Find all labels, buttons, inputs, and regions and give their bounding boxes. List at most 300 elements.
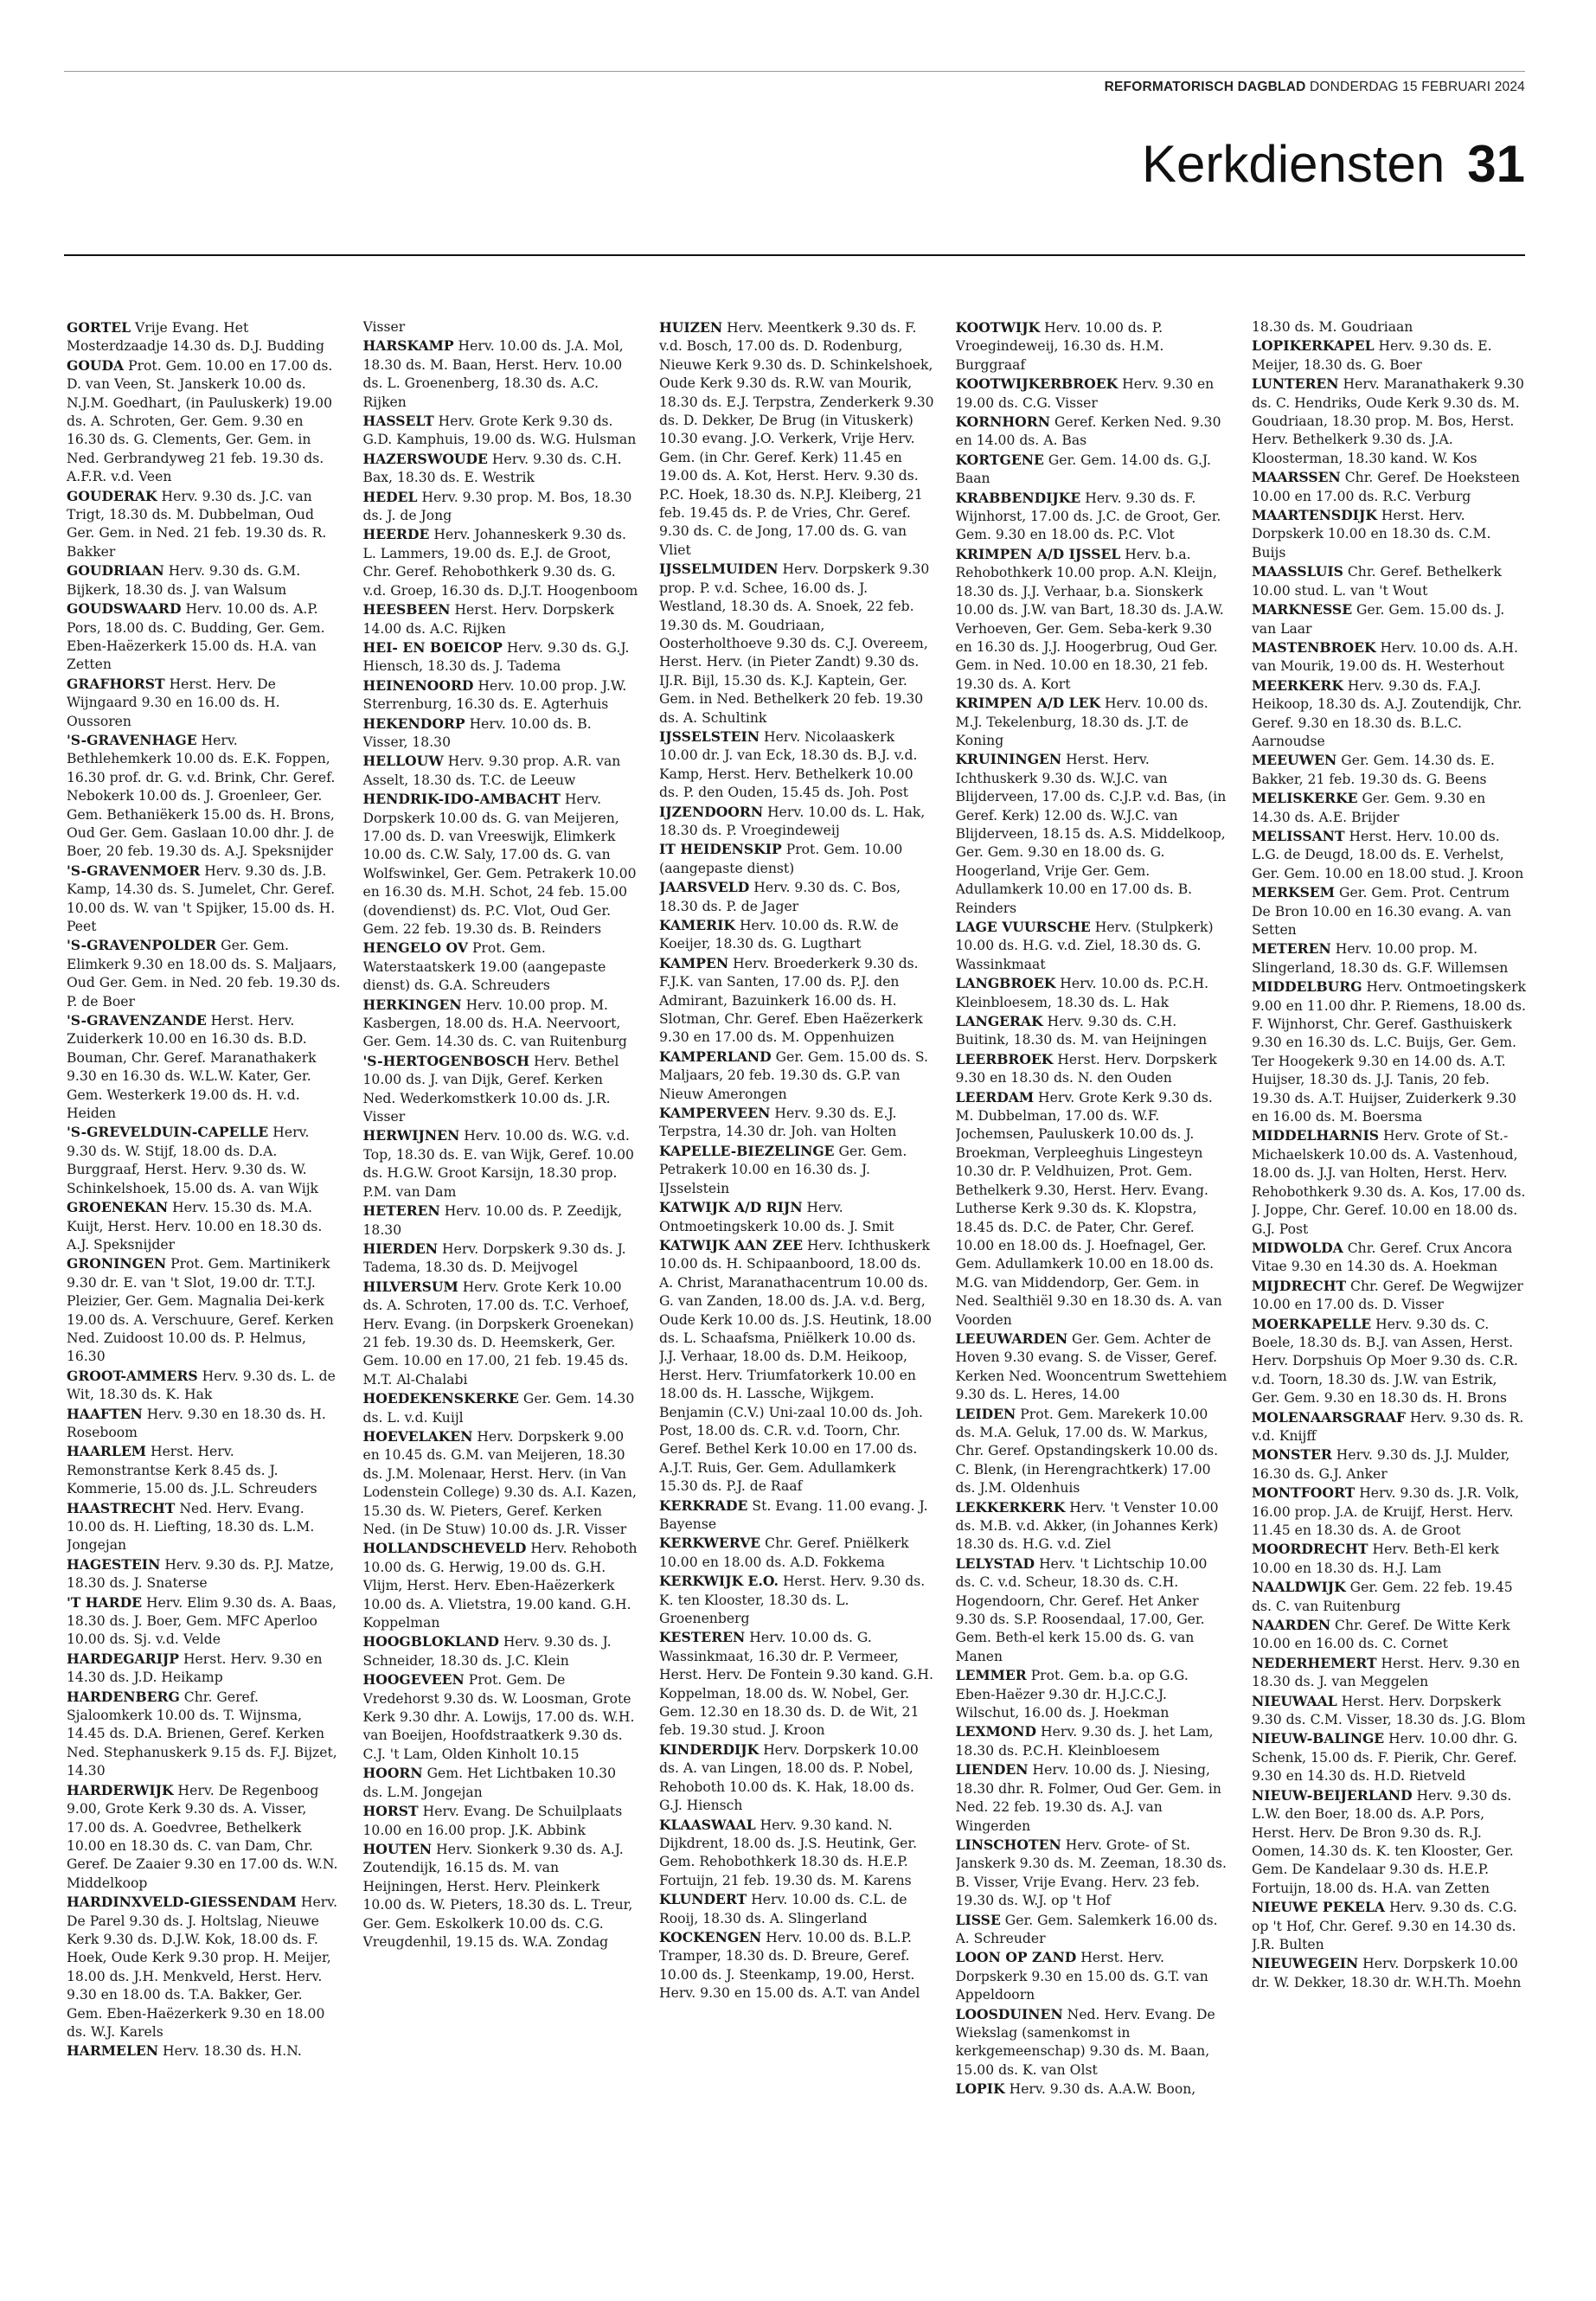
- listing-entry: [659, 1198, 934, 1236]
- listing-entry: [363, 336, 638, 412]
- listing-entry: [363, 1670, 638, 1764]
- service-details: Prot. Gem. De Vredehorst 9.30 ds. W. Loosman, Grote Kerk 9.30 dhr. A. Lowijs, 17.00 ds. W.H. van Boeijen, Hoofdstraatkerk 9.30 ds. C.J. 't Lam, Olden Kinholt 10.15: [362, 1672, 635, 1762]
- service-details: Herv. 9.30 ds. A.A.W. Boon,: [1009, 2081, 1196, 2098]
- place-name: MARKNESSE: [1252, 601, 1353, 619]
- listing-entry: [956, 489, 1231, 545]
- listing-entry: [1252, 1578, 1527, 1616]
- listing-entry: [363, 1278, 638, 1389]
- header-divider: [64, 254, 1525, 256]
- place-name: 'S-HERTOGENBOSCH: [362, 1052, 529, 1069]
- service-details: Ger. Gem. 14.00 ds. G.J. Baan: [955, 452, 1211, 487]
- service-details: Herv. 9.30 ds. E.J. Terpstra, 14.30 dr. Joh. van Holten: [659, 1106, 897, 1140]
- service-details: Herv. 9.30 ds. J.B. Kamp, 14.30 ds. S. Jumelet, Chr. Geref. 10.00 ds. W. van 't Spijker, 15.00 ds. H. Peet: [67, 862, 336, 934]
- listing-entry: [1252, 751, 1527, 789]
- service-details: Chr. Geref. De Wegwijzer 10.00 en 17.00 ds. D. Visser: [1252, 1278, 1523, 1313]
- place-name: HARSKAMP: [362, 337, 454, 355]
- place-name: HARDINXVELD-GIESSENDAM: [67, 1894, 297, 1911]
- place-name: GRAFHORST: [67, 675, 165, 692]
- place-name: HAZERSWOUDE: [362, 450, 488, 467]
- listing-entry: [67, 561, 342, 599]
- service-details: Herst. Herv. Dorpskerk 9.30 en 15.00 ds. G.T. van Appeldoorn: [955, 1950, 1208, 2003]
- place-name: 'T HARDE: [67, 1593, 143, 1611]
- place-name: NEDERHEMERT: [1252, 1654, 1377, 1671]
- listing-entry: [659, 1104, 934, 1142]
- service-details: Herv. 10.00 ds. C.L. de Rooij, 18.30 ds. A. Slingerland: [659, 1892, 907, 1926]
- service-details: Prot. Gem. Waterstaatskerk 19.00 (aangepaste dienst) ds. G.A. Schreuders: [362, 940, 606, 994]
- service-details: Herv. 10.00 ds. P. Vroegindeweij, 16.30 ds. H.M. Burggraaf: [955, 320, 1164, 373]
- place-name: KERKWIJK E.O.: [659, 1573, 779, 1590]
- place-name: HENDRIK-IDO-AMBACHT: [362, 791, 561, 808]
- listing-entry: [956, 1012, 1231, 1050]
- service-details: Herv. 9.30 ds. C. Boele, 18.30 ds. B.J. van Assen, Herst. Herv. Dorpshuis Op Moer 9.30 ds. C.R. v.d. Toorn, 18.30 ds. J.W. van Estrik, Ger. Gem. 9.30 en 18.30 ds. H. Brons: [1252, 1316, 1518, 1407]
- service-details: Herv. Grote of St.-Michaelskerk 10.00 ds. A. Vastenhoud, 18.00 ds. J.J. van Holten, Herst. Herv. Rehobothkerk 9.30 ds. A. Kos, 17.00 ds. J. Joppe, Chr. Geref. 10.00 en 18.00 ds. G.J. Post: [1252, 1128, 1526, 1237]
- service-details: Ger. Gem. 15.00 ds. S. Maljaars, 20 feb. 19.30 ds. G.P. van Nieuw Amerongen: [659, 1048, 928, 1102]
- service-details: Herv. Ontmoetingskerk 9.00 en 11.00 dhr. P. Riemens, 18.00 ds. F. Wijnhorst, Chr. Geref. Gasthuiskerk 9.30 en 16.30 ds. L.C. Buijs, Ger. Gem. Ter Hoogekerk 9.30 en 14.00 ds. A.T. Huijser, 18.30 ds. J.J. Tanis, 20 feb. 19.30 ds. A.T. Huijser, Zuiderkerk 9.30 en 16.00 ds. M. Boersma: [1252, 979, 1526, 1125]
- place-name: LEKKERKERK: [955, 1498, 1066, 1516]
- listing-entry: [659, 1928, 934, 2003]
- service-details: Herv. Dorpskerk 9.30 ds. J. Tadema, 18.30 ds. D. Meijvogel: [362, 1240, 626, 1276]
- service-details: Herv. Dorpskerk 10.00 ds. G. van Meijeren, 17.00 ds. D. van Vreeswijk, Elimkerk 10.00 ds. C.W. Saly, 17.00 ds. G. van Wolfswinkel, Ger. Gem. Petrakerk 10.00 en 16.30 ds. M.H. Schot, 24 feb. 15.00 (dovendienst) ds. P.C. Vlot, Oud Ger. Gem. 22 feb. 19.30 ds. B. Reinders: [362, 792, 637, 937]
- service-details: Herv. Nicolaaskerk 10.00 dr. J. van Eck, 18.30 ds. B.J. v.d. Kamp, Herst. Herv. Bethelkerk 10.00 ds. P. den Ouden, 15.45 ds. Joh. Post: [659, 728, 918, 801]
- service-details: Ger. Gem. Salemkerk 16.00 ds. A. Schreuder: [955, 1912, 1218, 1946]
- listing-entry: [1252, 1277, 1527, 1315]
- listing-entry: [363, 1802, 638, 1840]
- service-details: Herv. 9.30 ds. P.J. Matze, 18.30 ds. J. Snaterse: [67, 1556, 335, 1592]
- place-name: KLUNDERT: [659, 1891, 747, 1908]
- service-details: Herst. Herv. 10.00 ds. L.G. de Deugd, 18.00 ds. E. Verhelst, Ger. Gem. 10.00 en 18.00 stud. J. Kroon: [1252, 828, 1524, 881]
- listing-entry: [67, 1254, 342, 1366]
- service-details: Herst. Herv. Dorpskerk 14.00 ds. A.C. Rijken: [362, 602, 614, 637]
- place-name: HARDENBERG: [67, 1688, 180, 1705]
- place-name: MONTFOORT: [1252, 1484, 1356, 1502]
- place-name: 'S-GRAVENHAGE: [67, 731, 197, 748]
- place-name: HARDERWIJK: [67, 1781, 174, 1798]
- listing-entry: [363, 752, 638, 790]
- listing-entry: [659, 727, 934, 803]
- service-details: Herv. 9.30 ds. F.A.J. Heikoop, 18.30 ds. A.J. Zoutendijk, Chr. Geref. 9.30 en 18.30 ds. B.L.C. Aarnoudse: [1252, 677, 1522, 749]
- service-details: Herv. 15.30 ds. M.A. Kuijt, Herst. Herv. 10.00 en 18.30 ds. A.J. Speksnijder: [67, 1200, 323, 1253]
- place-name: 'S-GRAVENPOLDER: [67, 937, 217, 954]
- listing-entry: [1252, 883, 1527, 939]
- service-details: Herv. 10.00 prop. J.W. Sterrenburg, 16.30 ds. E. Agterhuis: [362, 677, 627, 713]
- service-details: Herv. 10.00 ds. A.H. van Mourik, 19.00 ds. H. Westerhout: [1252, 639, 1518, 675]
- place-name: KOOTWIJKERBROEK: [955, 375, 1118, 393]
- place-name: LELYSTAD: [955, 1554, 1035, 1572]
- place-name: 'S-GRAVENZANDE: [67, 1012, 207, 1029]
- listing-entry: [363, 715, 638, 753]
- listing-entry: [1252, 318, 1527, 336]
- place-name: MIJDRECHT: [1252, 1277, 1347, 1294]
- listing-entry: [67, 1555, 342, 1593]
- listing-entry: [1252, 827, 1527, 883]
- service-details: Chr. Geref. Crux Ancora Vitae 9.30 en 14.30 ds. A. Hoekman: [1252, 1240, 1513, 1275]
- listing-entry: [956, 451, 1231, 489]
- place-name: HORST: [362, 1803, 419, 1820]
- place-name: LUNTEREN: [1252, 375, 1339, 393]
- place-name: KERKWERVE: [659, 1535, 761, 1552]
- listing-entry: [363, 1764, 638, 1802]
- place-name: KAMPERLAND: [659, 1048, 772, 1065]
- service-details: Herv. 't Lichtschip 10.00 ds. C. v.d. Scheur, 18.30 ds. C.H. Hogendoorn, Chr. Geref. Het Anker 9.30 ds. S.P. Roosendaal, 17.00, Ger. Gem. Beth-el kerk 15.00 ds. G. van Manen: [955, 1555, 1208, 1664]
- place-name: GOUDRIAAN: [67, 562, 164, 580]
- place-name: HILVERSUM: [362, 1278, 458, 1295]
- service-details: Herst. Herv. De Wijngaard 9.30 en 16.00 ds. H. Oussoren: [67, 676, 280, 729]
- place-name: LEXMOND: [955, 1723, 1037, 1740]
- service-details: Herv. 9.30 ds. J. Schneider, 18.30 ds. J.C. Klein: [362, 1634, 612, 1669]
- service-details: Herv. 9.30 ds. J.J. Mulder, 16.30 ds. G.J. Anker: [1252, 1447, 1510, 1482]
- service-details: Herv. 10.00 ds. P.C.H. Kleinbloesem, 18.30 ds. L. Hak: [955, 976, 1209, 1010]
- service-details: Herv. Bethel 10.00 ds. J. van Dijk, Geref. Kerken Ned. Wederkomstkerk 10.00 ds. J.R. Visser: [362, 1053, 619, 1125]
- service-details: Herv. Beth-El kerk 10.00 en 18.30 ds. H.J. Lam: [1252, 1541, 1499, 1576]
- place-name: KAMPEN: [659, 954, 729, 971]
- service-details: Herst. Herv. 9.30 en 14.30 ds. J.D. Heikamp: [67, 1650, 323, 1686]
- service-details: Herv. 10.00 ds. M.J. Tekelenburg, 18.30 ds. J.T. de Koning: [955, 695, 1208, 748]
- place-name: LEIDEN: [955, 1405, 1016, 1422]
- service-details: Herv. 10.00 ds. B. Visser, 18.30: [362, 715, 592, 750]
- publication-name: REFORMATORISCH DAGBLAD: [1104, 80, 1306, 94]
- place-name: KLAASWAAL: [659, 1816, 756, 1833]
- service-details: Herv. Dorpskerk 10.00 dr. W. Dekker, 18.30 dr. W.H.Th. Moehn: [1252, 1956, 1522, 1990]
- masthead: [1105, 80, 1525, 95]
- service-details: Herv. 10.00 ds. J.A. Mol, 18.30 ds. M. Baan, Herst. Herv. 10.00 ds. L. Groenenberg, 18.30 ds. A.C. Rijken: [362, 338, 624, 410]
- service-details: Herv. 9.30 ds. J.R. Volk, 16.00 prop. J.A. de Kruijf, Herst. Herv. 11.45 en 18.30 ds. A. de Groot: [1252, 1485, 1520, 1538]
- listing-entry: [659, 916, 934, 954]
- listing-entry: [1252, 336, 1527, 375]
- place-name: HOEDEKENSKERKE: [362, 1390, 519, 1407]
- listing-entry: [956, 1498, 1231, 1554]
- place-name: GOUDERAK: [67, 487, 157, 504]
- place-name: HOUTEN: [362, 1840, 433, 1857]
- place-name: LISSE: [955, 1911, 1001, 1928]
- service-details: Herv. 9.30 ds. W. Stijf, 18.00 ds. D.A. Burggraaf, Herst. Herv. 9.30 ds. W. Schinkelshoek, 15.00 ds. A. van Wijk: [67, 1125, 318, 1196]
- listing-entry: [659, 1572, 934, 1628]
- service-details: Gem. Het Lichtbaken 10.30 ds. L.M. Jongejan: [362, 1766, 617, 1800]
- listing-entry: [363, 1202, 638, 1240]
- listing-entry: [1252, 1786, 1527, 1898]
- listing-entry: [67, 675, 342, 731]
- top-rule: [64, 71, 1525, 72]
- service-details: Ger. Gem. 14.30 ds. E. Bakker, 21 feb. 19.30 ds. G. Beens: [1252, 753, 1495, 787]
- service-details: Herv. 10.00 ds. A.P. Pors, 18.00 ds. C. Budding, Ger. Gem. Eben-Haëzerkerk 15.00 ds. H.A. van Zetten: [67, 601, 325, 673]
- service-details: Visser: [362, 319, 406, 335]
- listing-entry: [67, 356, 342, 487]
- place-name: GRONINGEN: [67, 1255, 167, 1272]
- place-name: HOOGEVEEN: [362, 1671, 465, 1689]
- place-name: KOCKENGEN: [659, 1928, 762, 1945]
- service-details: Herst. Herv. Dorpskerk 9.30 en 18.30 ds. N. den Ouden: [955, 1051, 1217, 1086]
- listing-entry: [956, 1948, 1231, 2004]
- listing-entry: [956, 1760, 1231, 1836]
- place-name: HAGESTEIN: [67, 1555, 161, 1573]
- listing-entry: [956, 1722, 1231, 1760]
- listing-entry: [956, 750, 1231, 918]
- service-details: Herv. Dorpskerk 9.00 en 10.45 ds. G.M. van Meijeren, 18.30 ds. J.M. Molenaar, Herst. Herv. (in Van Lodenstein College) 9.30 ds. A.I. Kazen, 15.30 ds. W. Pieters, Geref. Kerken Ned. (in De Stuw) 10.00 ds. J.R. Visser: [362, 1428, 638, 1537]
- listing-entry: [956, 413, 1231, 451]
- place-name: KAMERIK: [659, 917, 735, 933]
- place-name: MEEUWEN: [1252, 752, 1337, 769]
- listing-entry: [1252, 789, 1527, 827]
- place-name: GORTEL: [67, 319, 131, 336]
- place-name: NIEUWEGEIN: [1252, 1955, 1359, 1972]
- place-name: HEKENDORP: [362, 715, 465, 732]
- listing-entry: [67, 1198, 342, 1254]
- place-name: MEERKERK: [1252, 676, 1343, 694]
- page-number: 31: [1467, 135, 1525, 193]
- service-details: Herv. Dorpskerk 10.00 ds. A. van Lingen, 18.00 ds. P. Nobel, Rehoboth 10.00 ds. K. Hak, 18.00 ds. G.J. Hiensch: [659, 1741, 919, 1814]
- column-2: [363, 318, 638, 2291]
- place-name: MIDWOLDA: [1252, 1239, 1343, 1256]
- service-details: Herv. Grote Kerk 9.30 ds. M. Dubbelman, 17.00 ds. W.F. Jochemsen, Pauluskerk 10.00 ds. J. Broekman, Verpleeghuis Lingesteyn 10.30 dr. P. Veldhuizen, Prot. Gem. Bethelkerk 9.30, Herst. Herv. Evang. Lutherse Kerk 9.30 ds. K. Klopstra, 18.45 ds. D.C. de Pater, Chr. Geref. 10.00 en 18.00 ds. J. Hoefnagel, Ger. Gem. Adullamkerk 10.00 en 18.00 ds. M.G. van Middendorp, Ger. Gem. in Ned. Sealthiël 9.30 en 18.30 ds. A. van Voorden: [955, 1089, 1222, 1328]
- place-name: MAARTENSDIJK: [1252, 507, 1377, 524]
- listing-entry: [67, 936, 342, 1011]
- listing-entry: [67, 1405, 342, 1443]
- service-details: Herv. 10.00 ds. R.W. de Koeijer, 18.30 ds. G. Lugthart: [659, 918, 899, 952]
- listing-entry: [659, 840, 934, 878]
- listing-entry: [363, 488, 638, 526]
- place-name: LEMMER: [955, 1667, 1027, 1684]
- place-name: KAPELLE-BIEZELINGE: [659, 1142, 835, 1159]
- place-name: KRABBENDIJKE: [955, 489, 1081, 506]
- listing-entry: [67, 862, 342, 937]
- place-name: NIEUWAAL: [1252, 1692, 1337, 1709]
- listing-entry: [363, 1389, 638, 1427]
- service-details: Ger. Gem. Petrakerk 10.00 en 16.30 ds. J. IJsselstein: [659, 1143, 907, 1196]
- listing-entry: [1252, 375, 1527, 468]
- service-details: Chr. Geref. De Hoeksteen 10.00 en 17.00 ds. R.C. Verburg: [1252, 470, 1520, 504]
- place-name: HELLOUW: [362, 753, 444, 770]
- service-details: Herv. Ontmoetingskerk 10.00 ds. J. Smit: [659, 1200, 894, 1234]
- listing-entry: [67, 318, 342, 356]
- listing-entry: [67, 487, 342, 562]
- service-details: Ned. Herv. Evang. De Wiekslag (samenkomst in kerkgemeenschap) 9.30 ds. M. Baan, 15.00 ds. K. van Olst: [955, 2006, 1215, 2078]
- place-name: NAARDEN: [1252, 1617, 1331, 1634]
- service-details: Herv. Grote Kerk 9.30 ds. G.D. Kamphuis, 19.00 ds. W.G. Hulsman: [362, 413, 637, 448]
- place-name: MIDDELBURG: [1252, 978, 1362, 996]
- listing-entry: [1252, 468, 1527, 506]
- place-name: HARDEGARIJP: [67, 1650, 179, 1667]
- service-details: Herv. Johanneskerk 9.30 ds. L. Lammers, 19.00 ds. E.J. de Groot, Chr. Geref. Rehobothkerk 9.30 ds. G. v.d. Groep, 16.30 ds. D.J.T. Hoogenboom: [362, 527, 638, 599]
- place-name: MOERKAPELLE: [1252, 1315, 1372, 1332]
- service-details: Herv. Dorpskerk 9.30 prop. P. v.d. Schee, 16.00 ds. J. Westland, 18.30 ds. A. Snoek, 22 feb. 19.30 ds. M. Goudriaan, Oosterholthoeve 9.30 ds. C.J. Overeem, Herst. Herv. (in Pieter Zandt) 9.30 ds. IJ.R. Bijl, 15.30 ds. K.J. Kaptein, Ger. Gem. in Ned. Bethelkerk 20 feb. 19.30 ds. A. Schultink: [659, 561, 930, 726]
- listing-entry: [363, 318, 638, 336]
- listing-entry: [67, 1593, 342, 1650]
- listing-entry: [1252, 1484, 1527, 1540]
- service-details: Herv. 10.00 dhr. G. Schenk, 15.00 ds. F. Pierik, Chr. Geref. 9.30 en 14.30 ds. H.D. Rietveld: [1252, 1731, 1518, 1785]
- place-name: HEI- EN BOEICOP: [362, 638, 503, 656]
- service-details: Ger. Gem. 9.30 en 14.30 ds. A.E. Brijder: [1252, 791, 1486, 825]
- place-name: LOON OP ZAND: [955, 1949, 1077, 1966]
- column-1: [67, 318, 342, 2291]
- service-details: Herv. 10.00 ds. L. Hak, 18.30 ds. P. Vroegindeweij: [659, 804, 926, 838]
- place-name: HOEVELAKEN: [362, 1427, 473, 1445]
- place-name: HAASTRECHT: [67, 1499, 176, 1516]
- listing-entry: [1252, 1654, 1527, 1692]
- listing-entry: [659, 878, 934, 916]
- listing-entry: [363, 676, 638, 715]
- service-details: Chr. Geref. Pniëlkerk 10.00 en 18.00 ds. A.D. Fokkema: [659, 1535, 909, 1570]
- service-details: Herv. Evang. De Schuilplaats 10.00 en 16.00 prop. J.K. Abbink: [362, 1804, 623, 1838]
- service-details: Prot. Gem. Martinikerk 9.30 dr. E. van 't Slot, 19.00 dr. T.T.J. Pleizier, Ger. Gem. Magnalia Dei-kerk 19.00 ds. A. Verschuure, Geref. Kerken Ned. Zuidoost 10.00 ds. P. Helmus, 16.30: [67, 1256, 334, 1365]
- listing-entry: [956, 318, 1231, 375]
- place-name: HAARLEM: [67, 1443, 147, 1460]
- listing-entry: [67, 1367, 342, 1405]
- listing-entry: [956, 918, 1231, 974]
- listing-entry: [956, 1554, 1231, 1666]
- place-name: HUIZEN: [659, 319, 723, 336]
- place-name: LANGERAK: [955, 1013, 1043, 1030]
- listing-entry: [1252, 1616, 1527, 1654]
- place-name: HAAFTEN: [67, 1405, 143, 1422]
- place-name: 'S-GREVELDUIN-CAPELLE: [67, 1124, 269, 1141]
- section-heading: [1142, 135, 1525, 193]
- place-name: HOLLANDSCHEVELD: [362, 1540, 527, 1557]
- listing-entry: [1252, 977, 1527, 1126]
- place-name: KINDERDIJK: [659, 1740, 760, 1758]
- column-5: [1252, 318, 1527, 2291]
- place-name: METEREN: [1252, 940, 1331, 958]
- listing-entry: [659, 560, 934, 727]
- listing-entry: [67, 1688, 342, 1781]
- section-title: Kerkdiensten: [1142, 135, 1445, 193]
- place-name: HERWIJNEN: [362, 1127, 460, 1144]
- place-name: NIEUW-BEIJERLAND: [1252, 1786, 1413, 1804]
- listing-entry: [67, 1650, 342, 1688]
- listing-entry: [659, 1890, 934, 1928]
- place-name: KATWIJK A/D RIJN: [659, 1199, 803, 1216]
- listing-entry: [363, 638, 638, 676]
- place-name: LANGBROEK: [955, 975, 1056, 992]
- listing-entry: [1252, 1239, 1527, 1277]
- place-name: LEERDAM: [955, 1088, 1035, 1106]
- service-details: Herst. Herv. Dorpskerk 10.00 en 18.30 ds. C.M. Buijs: [1252, 508, 1491, 561]
- place-name: KORTGENE: [955, 451, 1044, 468]
- service-details: Prot. Gem. Marekerk 10.00 ds. M.A. Geluk, 17.00 ds. W. Markus, Chr. Geref. Opstandingskerk 10.00 ds. C. Blenk, (in Herengrachtkerk) 17.00 ds. J.M. Oldenhuis: [955, 1406, 1219, 1497]
- service-details: Herv. Grote- of St. Janskerk 9.30 ds. M. Zeeman, 18.30 ds. B. Visser, Vrije Evang. Herv. 23 feb. 19.30 ds. W.J. op 't Hof: [955, 1836, 1227, 1909]
- listing-entry: [67, 1011, 342, 1123]
- place-name: HEESBEEN: [362, 601, 451, 619]
- listing-entry: [659, 1816, 934, 1891]
- place-name: GOUDSWAARD: [67, 600, 182, 618]
- publication-date: DONDERDAG 15 FEBRUARI 2024: [1310, 80, 1525, 94]
- service-details: Herst. Herv. 9.30 ds. K. ten Klooster, 18.30 ds. L. Groenenberg: [659, 1574, 926, 1627]
- service-details: Herv. 9.30 ds. E. Meijer, 18.30 ds. G. Boer: [1252, 338, 1492, 373]
- place-name: IJSSELMUIDEN: [659, 561, 779, 578]
- service-details: Herv. 9.30 en 18.30 ds. H. Roseboom: [67, 1406, 326, 1440]
- service-details: Herst. Herv. Remonstrantse Kerk 8.45 ds. J. Kommerie, 15.00 ds. J.L. Schreuders: [67, 1444, 317, 1497]
- place-name: 'S-GRAVENMOER: [67, 862, 201, 879]
- listing-entry: [659, 1142, 934, 1198]
- place-name: MELISKERKE: [1252, 790, 1358, 807]
- service-details: Ger. Gem. 15.00 ds. J. van Laar: [1252, 602, 1505, 637]
- listing-entry: [956, 694, 1231, 750]
- listing-entry: [956, 1088, 1231, 1330]
- place-name: LOPIK: [955, 2080, 1005, 2098]
- listing-entry: [956, 375, 1231, 413]
- service-details: Herv. 9.30 ds. C.G. op 't Hof, Chr. Geref. 9.30 en 14.30 ds. J.R. Bulten: [1252, 1900, 1517, 1952]
- service-details: Herv. 9.30 prop. A.R. van Asselt, 18.30 ds. T.C. de Leeuw: [362, 753, 621, 788]
- service-details: Herv. b.a. Rehobothkerk 10.00 prop. A.N. Kleijn, 18.30 ds. J.J. Verhaar, b.a. Sionskerk 10.00 ds. J.W. van Bart, 18.30 ds. J.A.W. Verhoeven, Ger. Gem. Seba-kerk 9.30 en 16.30 ds. J.J. Hoogerbrug, Oud Ger. Gem. in Ned. 10.00 en 18.30, 21 feb. 19.30 ds. A. Kort: [955, 546, 1224, 692]
- listing-entry: [67, 1123, 342, 1198]
- service-details: Herv. 9.30 ds. R. v.d. Knijff: [1252, 1409, 1524, 1444]
- place-name: KESTEREN: [659, 1629, 746, 1646]
- place-name: HEINENOORD: [362, 676, 474, 694]
- listing-entry: [363, 996, 638, 1052]
- place-name: JAARSVELD: [659, 879, 750, 896]
- listing-entry: [67, 731, 342, 862]
- service-details: 18.30 ds. M. Goudriaan: [1252, 319, 1413, 335]
- service-details: Herv. 10.00 ds. G. Wassinkmaat, 16.30 dr. P. Vermeer, Herst. Herv. De Fontein 9.30 kand. G.H. Koppelman, 18.00 ds. W. Nobel, Ger. Gem. 12.30 en 18.30 ds. D. de Wit, 21 feb. 19.30 stud. J. Kroon: [659, 1630, 933, 1739]
- place-name: KRIMPEN A/D IJSSEL: [955, 545, 1121, 562]
- service-details: Chr. Geref. Sjaloomkerk 10.00 ds. T. Wijnsma, 14.45 ds. D.A. Brienen, Geref. Kerken Ned. Stephanuskerk 9.15 ds. F.J. Bijzet, 14.30: [67, 1689, 337, 1779]
- place-name: NIEUWE PEKELA: [1252, 1899, 1385, 1916]
- service-details: Prot. Gem. 10.00 en 17.00 ds. D. van Veen, St. Janskerk 10.00 ds. N.J.M. Goedhart, (in Pauluskerk) 19.00 ds. A. Schroten, Ger. Gem. 9.30 en 16.30 ds. G. Clements, Ger. Gem. in Ned. Gerbrandyweg 21 feb. 19.30 ds. A.F.R. v.d. Veen: [67, 357, 333, 485]
- listing-entry: [67, 1499, 342, 1555]
- listing-entry: [659, 1628, 934, 1740]
- church-services-listing: [67, 318, 1527, 2291]
- service-details: Herv. Grote Kerk 10.00 ds. A. Schroten, 17.00 ds. T.C. Verhoef, Herv. Evang. (in Dorpskerk Groenekan) 21 feb. 19.30 ds. D. Heemskerk, Ger. Gem. 10.00 en 17.00, 21 feb. 19.45 ds. M.T. Al-Chalabi: [362, 1279, 634, 1388]
- place-name: HOOGBLOKLAND: [362, 1633, 499, 1650]
- place-name: HEERDE: [362, 526, 430, 543]
- listing-entry: [363, 1052, 638, 1127]
- place-name: HEDEL: [362, 488, 418, 505]
- place-name: LIENDEN: [955, 1761, 1029, 1779]
- place-name: NIEUW-BALINGE: [1252, 1730, 1385, 1747]
- place-name: HARMELEN: [67, 2042, 159, 2060]
- place-name: LEERBROEK: [955, 1050, 1054, 1067]
- place-name: MELISSANT: [1252, 827, 1345, 844]
- listing-entry: [1252, 562, 1527, 600]
- place-name: KAMPERVEEN: [659, 1105, 771, 1122]
- service-details: Herv. 18.30 ds. H.N.: [163, 2043, 302, 2060]
- service-details: Herv. 9.30 ds. F. Wijnhorst, 17.00 ds. J.C. de Groot, Ger. Gem. 9.30 en 18.00 ds. P.C. Vlot: [955, 490, 1221, 543]
- place-name: IJZENDOORN: [659, 803, 764, 820]
- listing-entry: [67, 1442, 342, 1498]
- column-4: [956, 318, 1231, 2291]
- place-name: KOOTWIJK: [955, 319, 1041, 336]
- place-name: KRUININGEN: [955, 751, 1062, 768]
- service-details: Herv. 9.30 ds. G.J. Hiensch, 18.30 ds. J. Tadema: [362, 639, 630, 675]
- listing-entry: [1252, 1408, 1527, 1446]
- listing-entry: [956, 974, 1231, 1012]
- listing-entry: [363, 939, 638, 995]
- listing-entry: [1252, 1898, 1527, 1954]
- place-name: KRIMPEN A/D LEK: [955, 695, 1101, 712]
- listing-entry: [67, 599, 342, 675]
- service-details: Herv. 10.00 prop. M. Kasbergen, 18.00 ds. H.A. Neervoort, Ger. Gem. 14.30 ds. C. van Ruitenburg: [362, 997, 627, 1050]
- service-details: Ger. Gem. Achter de Hoven 9.30 evang. S. de Visser, Geref. Kerken Ned. Wooncentrum Swettehiem 9.30 ds. L. Heres, 14.00: [955, 1330, 1227, 1403]
- service-details: Ger. Gem. 22 feb. 19.45 ds. C. van Ruitenburg: [1252, 1580, 1513, 1614]
- service-details: Geref. Kerken Ned. 9.30 en 14.00 ds. A. Bas: [955, 414, 1221, 449]
- place-name: HENGELO OV: [362, 939, 468, 957]
- place-name: MONSTER: [1252, 1446, 1332, 1464]
- service-details: Herv. 10.00 ds. B.L.P. Tramper, 18.30 ds. D. Breure, Geref. 10.00 ds. J. Steenkamp, 19.00, Herst. Herv. 9.30 en 15.00 ds. A.T. van Andel: [659, 1929, 920, 2002]
- listing-entry: [956, 2005, 1231, 2080]
- service-details: Herv. 9.30 ds. G.M. Bijkerk, 18.30 ds. J. van Walsum: [67, 563, 301, 598]
- service-details: Herv. 9.30 ds. C. Bos, 18.30 ds. P. de Jager: [659, 880, 901, 914]
- listing-entry: [67, 2041, 342, 2061]
- listing-entry: [1252, 1954, 1527, 1992]
- service-details: Herv. 10.00 prop. M. Slingerland, 18.30 ds. G.F. Willemsen: [1252, 941, 1509, 976]
- listing-entry: [659, 803, 934, 841]
- service-details: Herv. 9.30 ds. L.W. den Boer, 18.00 ds. A.P. Pors, Herst. Herv. De Bron 9.30 ds. R.J. Oomen, 14.30 ds. K. ten Klooster, Ger. Gem. De Kandelaar 9.30 ds. H.E.P. Fortuijn, 18.00 ds. H.A. van Zetten: [1252, 1787, 1514, 1896]
- service-details: Herv. Sionkerk 9.30 ds. A.J. Zoutendijk, 16.15 ds. M. van Heijningen, Herst. Herv. Pleinkerk 10.00 ds. W. Pieters, 18.30 ds. L. Treur, Ger. Gem. Eskolkerk 10.00 ds. C.G. Vreugdenhil, 19.15 ds. W.A. Zondag: [362, 1841, 633, 1950]
- listing-entry: [1252, 1729, 1527, 1785]
- listing-entry: [67, 1893, 342, 2041]
- place-name: IT HEIDENSKIP: [659, 841, 782, 858]
- place-name: LAGE VUURSCHE: [955, 919, 1091, 935]
- listing-entry: [363, 600, 638, 638]
- service-details: Herv. 10.00 ds. P. Zeedijk, 18.30: [362, 1203, 623, 1238]
